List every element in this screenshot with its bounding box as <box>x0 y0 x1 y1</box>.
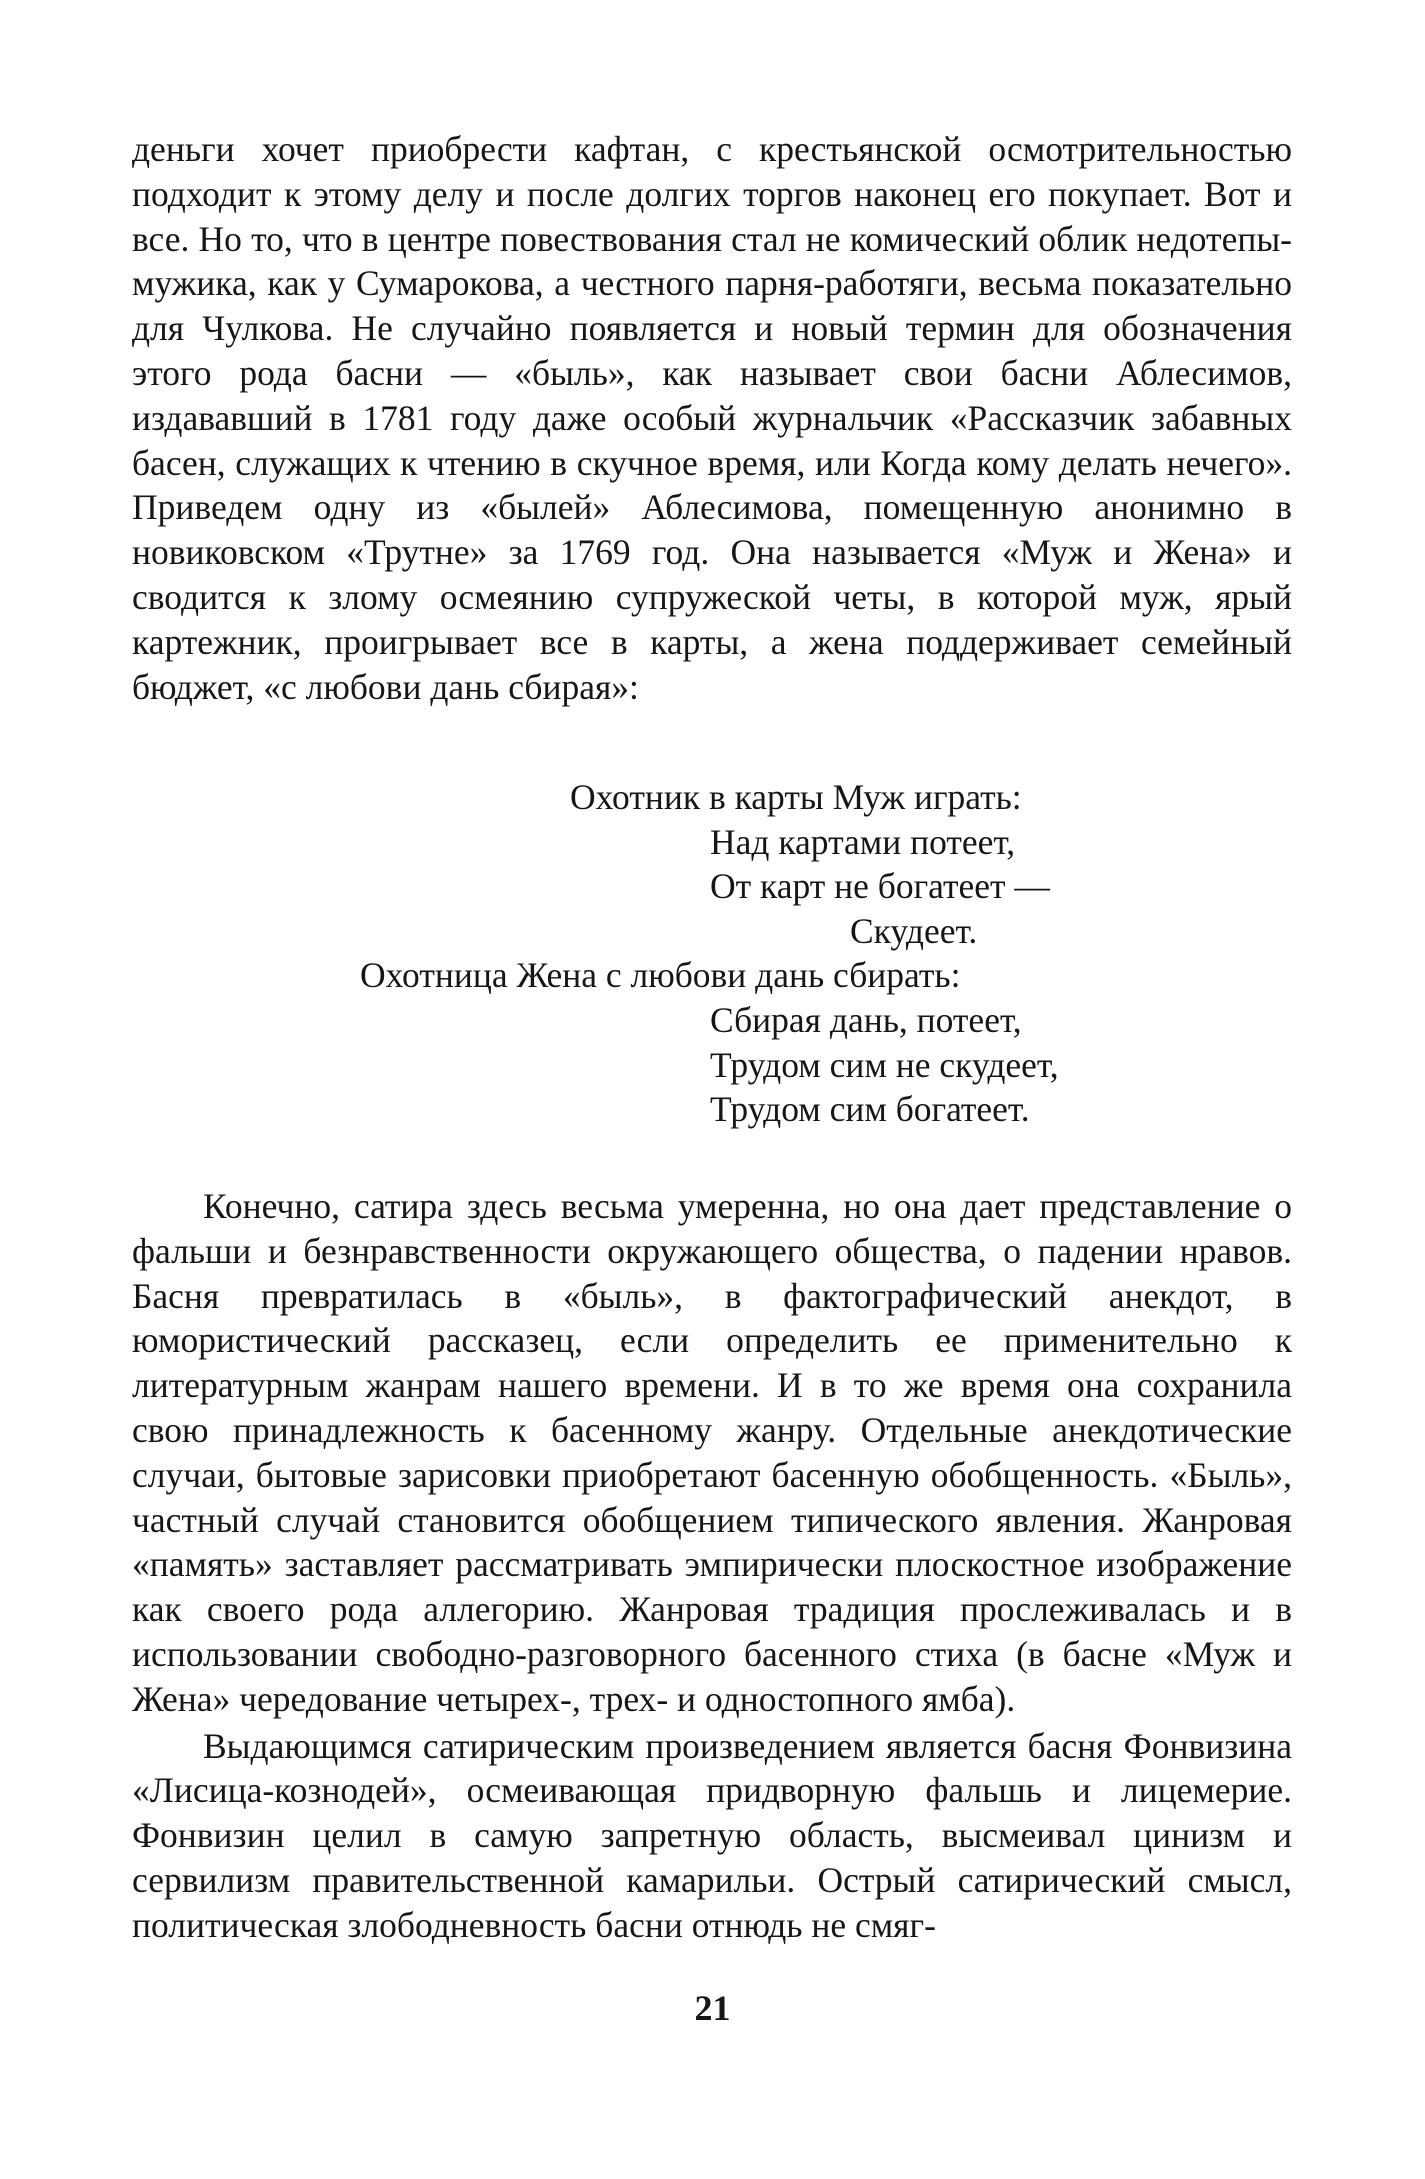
page-number: 21 <box>694 1988 731 2028</box>
paragraph: Выдающимся сатирическим произведением является басня Фонвизина «Лисица-кознодей», осмеивающая придворную фальшь и лицемерие. Фонвизин целил в самую запретную область, высмеивал цинизм и сервилизм правительственной камарильи. Острый сатирический смысл, политическая злободневность басни отнюдь не смяг- <box>132 1725 1292 1945</box>
poem-line: Скудеет. <box>850 910 978 951</box>
poem-line: Над картами потеет, <box>710 821 1016 862</box>
poem-line: Охотница Жена с любови дань сбирать: <box>360 955 961 996</box>
poem-line: Охотник в карты Муж играть: <box>570 777 1022 817</box>
paragraph-continued: деньги хочет приобрести кафтан, с крестьянской осмотрительностью подходит к этому делу и после долгих торгов наконец его покупает. Вот и все. Но то, что в центре повествования стал не комический облик недотепы-мужика, как у Сумарокова, а честного парня-работяги, весьма показательно для Чулкова. Не случайно появляется и новый термин для обозначения этого рода басни — «быль», как называет свои басни Аблесимов, издававший в 1781 году даже особый журнальчик «Рассказчик забавных басен, служащих к чтению в скучное время, или Когда кому делать нечего». Приведем одну из «былей» Аблесимова, помещенную анонимно в новиковском «Трутне» за 1769 год. Она называется «Муж и Жена» и сводится к злому осмеянию супружеской четы, в которой муж, ярый картежник, проигрывает все в карты, а жена поддерживает семейный бюджет, «с любови дань сбирая»: <box>132 129 1292 707</box>
text-block-bottom <box>132 1184 1292 1948</box>
paragraph: Конечно, сатира здесь весьма умеренна, но она дает представление о фальши и безнравственности окружающего общества, о падении нравов. Басня превратилась в «быль», в фактографический анекдот, в юмористический рассказец, если определить ее применительно к литературным жанрам нашего времени. И в то же время она сохранила свою принадлежность к басенному жанру. Отдельные анекдотические случаи, бытовые зарисовки приобретают басенную обобщенность. «Быль», частный случай становится обобщением типического явления. Жанровая «память» заставляет рассматривать эмпирически плоскостное изображение как своего рода аллегорию. Жанровая традиция прослеживалась и в использовании свободно-разговорного басенного стиха (в басне «Муж и Жена» чередование четырех-, трех- и одностопного ямба). <box>132 1186 1292 1719</box>
poem-line: Трудом сим не скудеет, <box>710 1044 1059 1085</box>
poem-quote <box>360 775 1060 1132</box>
text-block-top <box>132 127 1292 709</box>
poem-line: Трудом сим богатеет. <box>710 1089 1030 1130</box>
poem-line: От карт не богатеет — <box>710 866 1050 907</box>
poem-line: Сбирая дань, потеет, <box>710 999 1022 1040</box>
